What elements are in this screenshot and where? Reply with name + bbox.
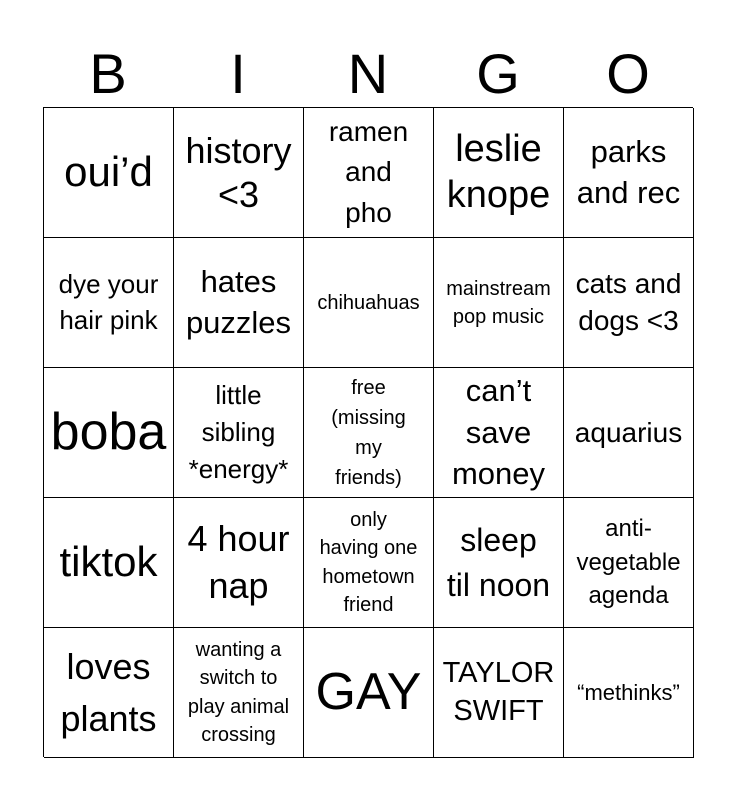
bingo-cell-r2c5[interactable]	[564, 238, 694, 368]
header-letter-o: O	[606, 42, 650, 105]
header-letter-i: I	[230, 42, 246, 105]
cell-text: free (missing my friends)	[331, 376, 406, 489]
bingo-cell-r5c3[interactable]	[304, 628, 434, 758]
cell-text: only having one hometown friend	[319, 508, 418, 616]
cell-text: oui’d	[64, 148, 153, 196]
cell-text: wanting a switch to play animal crossing	[187, 638, 290, 746]
bingo-board	[43, 107, 693, 757]
bingo-cell-r3c3[interactable]	[304, 368, 434, 498]
header-letter-b: B	[89, 42, 127, 105]
cell-text: sleep til noon	[446, 521, 551, 603]
cell-text: loves plants	[60, 646, 157, 739]
cell-text: dye your hair pink	[58, 269, 159, 335]
bingo-cell-r1c5[interactable]	[564, 108, 694, 238]
bingo-cell-r3c2[interactable]	[174, 368, 304, 498]
cell-text: GAY	[315, 663, 422, 722]
cell-text: little sibling *energy*	[188, 380, 289, 484]
cell-text: hates puzzles	[185, 264, 292, 340]
cell-text: parks and rec	[576, 134, 681, 210]
bingo-cell-r4c2[interactable]	[174, 498, 304, 628]
header-letter-n: N	[347, 42, 389, 105]
cell-text: tiktok	[59, 538, 158, 586]
cell-text: boba	[50, 403, 167, 462]
bingo-header	[43, 40, 693, 108]
bingo-cell-r5c5[interactable]	[564, 628, 694, 758]
cell-text: chihuahuas	[317, 291, 420, 314]
cell-text: cats and dogs <3	[575, 268, 682, 336]
cell-text: “methinks”	[577, 679, 680, 705]
header-letter-g: G	[476, 42, 520, 105]
bingo-cell-r4c5[interactable]	[564, 498, 694, 628]
cell-text: 4 hour nap	[187, 517, 290, 606]
cell-text: history <3	[185, 130, 292, 215]
bingo-cell-r2c4[interactable]	[434, 238, 564, 368]
bingo-cell-r5c1[interactable]	[44, 628, 174, 758]
bingo-cell-r4c1[interactable]	[44, 498, 174, 628]
cell-text: leslie knope	[446, 127, 551, 216]
cell-text: TAYLOR SWIFT	[442, 656, 555, 727]
bingo-cell-r1c1[interactable]	[44, 108, 174, 238]
bingo-cell-r2c2[interactable]	[174, 238, 304, 368]
bingo-cell-r3c1[interactable]	[44, 368, 174, 498]
cell-text: ramen and pho	[328, 115, 409, 228]
bingo-cell-r2c1[interactable]	[44, 238, 174, 368]
bingo-cell-r3c4[interactable]	[434, 368, 564, 498]
bingo-cell-r1c3[interactable]	[304, 108, 434, 238]
bingo-cell-r1c4[interactable]	[434, 108, 564, 238]
bingo-cell-r1c2[interactable]	[174, 108, 304, 238]
cell-text: can’t save money	[451, 372, 546, 492]
cell-text: anti- vegetable agenda	[576, 515, 681, 610]
bingo-cell-r3c5[interactable]	[564, 368, 694, 498]
bingo-cell-r4c3[interactable]	[304, 498, 434, 628]
bingo-cell-r4c4[interactable]	[434, 498, 564, 628]
cell-text: mainstream pop music	[446, 277, 551, 328]
bingo-cell-r2c3[interactable]	[304, 238, 434, 368]
bingo-cell-r5c2[interactable]	[174, 628, 304, 758]
bingo-cell-r5c4[interactable]	[434, 628, 564, 758]
cell-text: aquarius	[574, 416, 683, 448]
